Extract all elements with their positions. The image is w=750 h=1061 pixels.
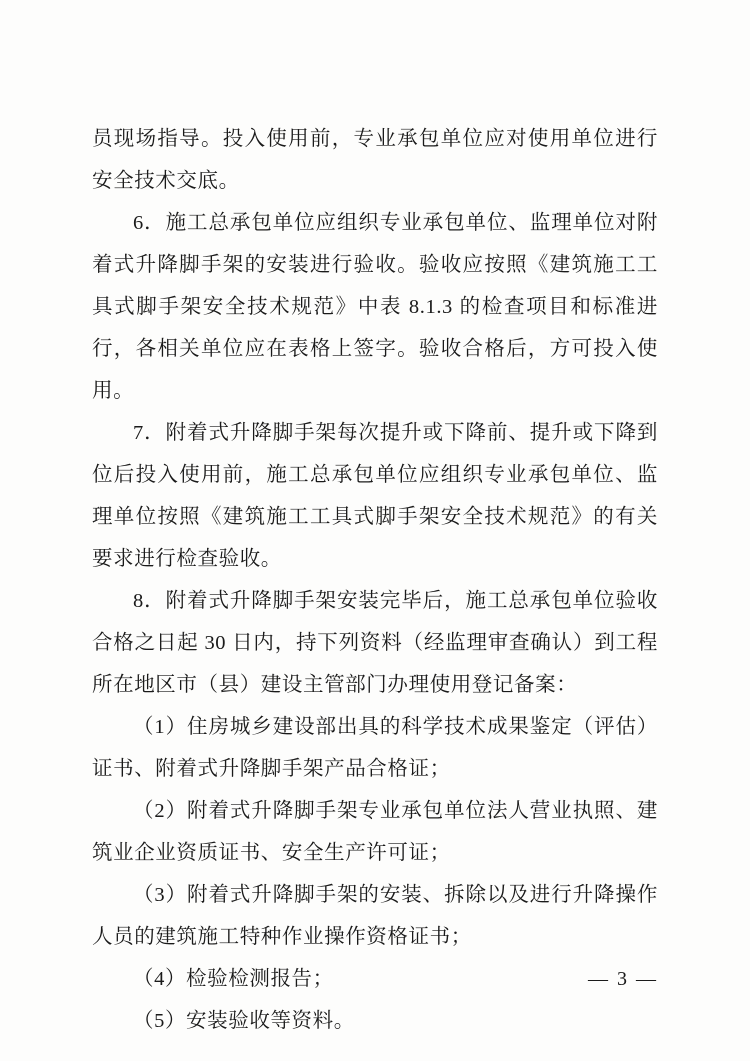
paragraph-continuation: 员现场指导。投入使用前，专业承包单位应对使用单位进行安全技术交底。 [92,128,658,192]
paragraph-sub-item-2: （2）附着式升降脚手架专业承包单位法人营业执照、建筑业企业资质证书、安全生产许可证； [92,800,658,864]
page-number-footer: — 3 — [588,968,658,990]
paragraph-sub-item-4: （4）检验检测报告； [133,968,334,990]
paragraph-sub-item-1: （1）住房城乡建设部出具的科学技术成果鉴定（评估）证书、附着式升降脚手架产品合格证； [92,716,658,780]
paragraph-item-7: 7．附着式升降脚手架每次提升或下降前、提升或下降到位后投入使用前，施工总承包单位应组织专业承包单位、监理单位按照《建筑施工工具式脚手架安全技术规范》的有关要求进行检查验收。 [92,422,658,570]
document-body [92,118,658,1042]
paragraph-sub-item-3: （3）附着式升降脚手架的安装、拆除以及进行升降操作人员的建筑施工特种作业操作资格证书； [92,884,658,948]
paragraph-item-6: 6．施工总承包单位应组织专业承包单位、监理单位对附着式升降脚手架的安装进行验收。验收应按照《建筑施工工具式脚手架安全技术规范》中表 8.1.3 的检查项目和标准进行，各相关单位应在表格上签字。验收合格后，方可投入使用。 [92,212,658,402]
paragraph-item-8: 8．附着式升降脚手架安装完毕后，施工总承包单位验收合格之日起 30 日内，持下列资料（经监理审查确认）到工程所在地区市（县）建设主管部门办理使用登记备案： [92,590,658,696]
paragraph-sub-item-5: （5）安装验收等资料。 [133,1010,355,1032]
